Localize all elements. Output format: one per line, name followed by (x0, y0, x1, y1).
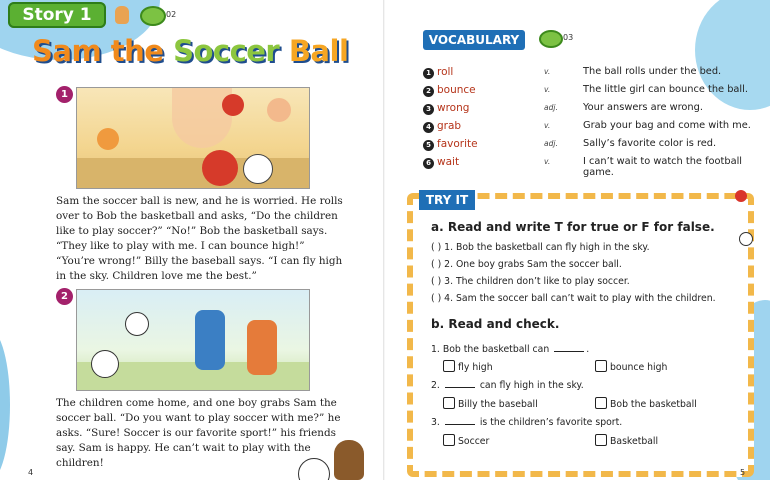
soccer-ball-character (243, 154, 273, 184)
question-1 (431, 343, 589, 355)
option[interactable] (595, 397, 697, 410)
vocab-row (423, 138, 768, 155)
question-text: . (586, 344, 590, 355)
track-number: 03 (563, 33, 574, 42)
title-word: Soccer (173, 34, 289, 68)
checkbox[interactable] (443, 360, 455, 372)
true-false-item[interactable]: ( ) 2. One boy grabs Sam the soccer ball. (431, 259, 622, 270)
floor (77, 158, 309, 188)
vocab-example: Your answers are wrong. (583, 102, 703, 113)
option[interactable] (595, 360, 667, 373)
vocab-number: 6 (423, 158, 434, 169)
owl-decoration (334, 440, 364, 480)
title-word: the (110, 34, 174, 68)
child-figure (247, 320, 277, 375)
story-paragraph-2: The children come home, and one boy grabs Sam the soccer ball. “Do you want to play soccer with me?” he asks. “Sure! Soccer is our favorite sport!” his friends say. Sam is happy. He can’t wait to play with the children! (56, 397, 341, 469)
option-label: Basketball (610, 436, 659, 447)
title-word: Ball (288, 34, 349, 68)
vocab-word: favorite (437, 138, 478, 150)
option-label: Soccer (458, 436, 490, 447)
question-text: can fly high in the sky. (479, 380, 584, 391)
story-paragraph-1: Sam the soccer ball is new, and he is worried. He rolls over to Bob the basketball and asks, “Do the children like to play soccer?” “No!” Bob the basketball says. “They like to play with me. I can bounce high!” “You’re wrong!” Billy the baseball says. “I can fly high in the sky. Children love me the best.” (56, 195, 343, 282)
option-label: bounce high (610, 362, 668, 373)
vocab-example: I can’t wait to watch the football game. (583, 156, 743, 178)
vocab-number: 3 (423, 104, 434, 115)
soccer-ball (125, 312, 149, 336)
vocab-row (423, 120, 768, 137)
question-3 (431, 416, 622, 428)
vocab-number: 4 (423, 122, 434, 133)
vocab-part-of-speech: adj. (544, 103, 558, 112)
story-illustration-2 (76, 289, 310, 391)
page-number: 5 (740, 468, 746, 477)
true-false-item[interactable]: ( ) 1. Bob the basketball can fly high in the sky. (431, 242, 650, 253)
sam-soccer-ball-character (91, 350, 119, 378)
answer-blank[interactable] (554, 343, 584, 352)
vocab-number: 1 (423, 68, 434, 79)
section-b-heading: b. Read and check. (431, 317, 560, 331)
question-text: is the children’s favorite sport. (479, 417, 623, 428)
scene-number-badge: 2 (56, 288, 73, 305)
vocab-row (423, 102, 768, 119)
checkbox[interactable] (443, 434, 455, 446)
vocab-word: bounce (437, 84, 476, 96)
true-false-item[interactable]: ( ) 3. The children don’t like to play soccer. (431, 276, 630, 287)
vocab-example: The little girl can bounce the ball. (583, 84, 748, 95)
red-ball (222, 94, 244, 116)
vocab-example: Sally’s favorite color is red. (583, 138, 717, 149)
boy-figure (97, 128, 119, 150)
lamp-light (172, 88, 232, 148)
vocab-part-of-speech: v. (544, 67, 551, 76)
question-text: 2. (431, 380, 440, 391)
girl-figure (267, 98, 291, 122)
audio-cd-icon (140, 6, 166, 26)
vocab-word: roll (437, 66, 454, 78)
story-title (32, 34, 348, 68)
vocab-row (423, 84, 768, 101)
try-it-tag: TRY IT (419, 190, 475, 210)
option-label: Bob the basketball (610, 399, 697, 410)
vocab-row (423, 66, 768, 83)
checkbox[interactable] (443, 397, 455, 409)
vocab-part-of-speech: v. (544, 121, 551, 130)
question-text: 1. Bob the basketball can (431, 344, 550, 355)
decorative-blob (0, 330, 10, 480)
story-tag: Story 1 (8, 2, 106, 28)
story-illustration-1 (76, 87, 310, 189)
option[interactable] (443, 397, 538, 410)
right-page (385, 0, 770, 480)
answer-blank[interactable] (445, 379, 475, 388)
vocabulary-banner: VOCABULARY (423, 30, 525, 50)
title-word: Sam (32, 34, 111, 68)
track-number: 02 (166, 10, 177, 19)
vocab-part-of-speech: v. (544, 85, 551, 94)
vocab-word: grab (437, 120, 462, 132)
vocab-number: 2 (423, 86, 434, 97)
soccer-ball-icon (739, 232, 753, 246)
vocab-example: Grab your bag and come with me. (583, 120, 751, 131)
checkbox[interactable] (595, 397, 607, 409)
option[interactable] (443, 360, 493, 373)
option-label: Billy the baseball (458, 399, 538, 410)
audio-cd-icon (539, 30, 563, 48)
option-label: fly high (458, 362, 493, 373)
section-a-heading: a. Read and write T for true or F for false. (431, 220, 715, 234)
vocab-part-of-speech: v. (544, 157, 551, 166)
boy-figure (195, 310, 225, 370)
vocab-part-of-speech: adj. (544, 139, 558, 148)
vocab-number: 5 (423, 140, 434, 151)
scene-number-badge: 1 (56, 86, 73, 103)
checkbox[interactable] (595, 360, 607, 372)
vocab-word: wait (437, 156, 460, 168)
vocab-word: wrong (437, 102, 470, 114)
checkbox[interactable] (595, 434, 607, 446)
answer-blank[interactable] (445, 416, 475, 425)
ladybug-icon (735, 190, 747, 202)
true-false-item[interactable]: ( ) 4. Sam the soccer ball can’t wait to play with the children. (431, 293, 716, 304)
question-2 (431, 379, 584, 391)
listen-icon (115, 6, 129, 24)
vocab-row (423, 156, 768, 178)
question-text: 3. (431, 417, 440, 428)
basketball-character (202, 150, 238, 186)
option[interactable] (595, 434, 658, 447)
vocab-example: The ball rolls under the bed. (583, 66, 722, 77)
option[interactable] (443, 434, 489, 447)
page-number: 4 (28, 468, 34, 477)
